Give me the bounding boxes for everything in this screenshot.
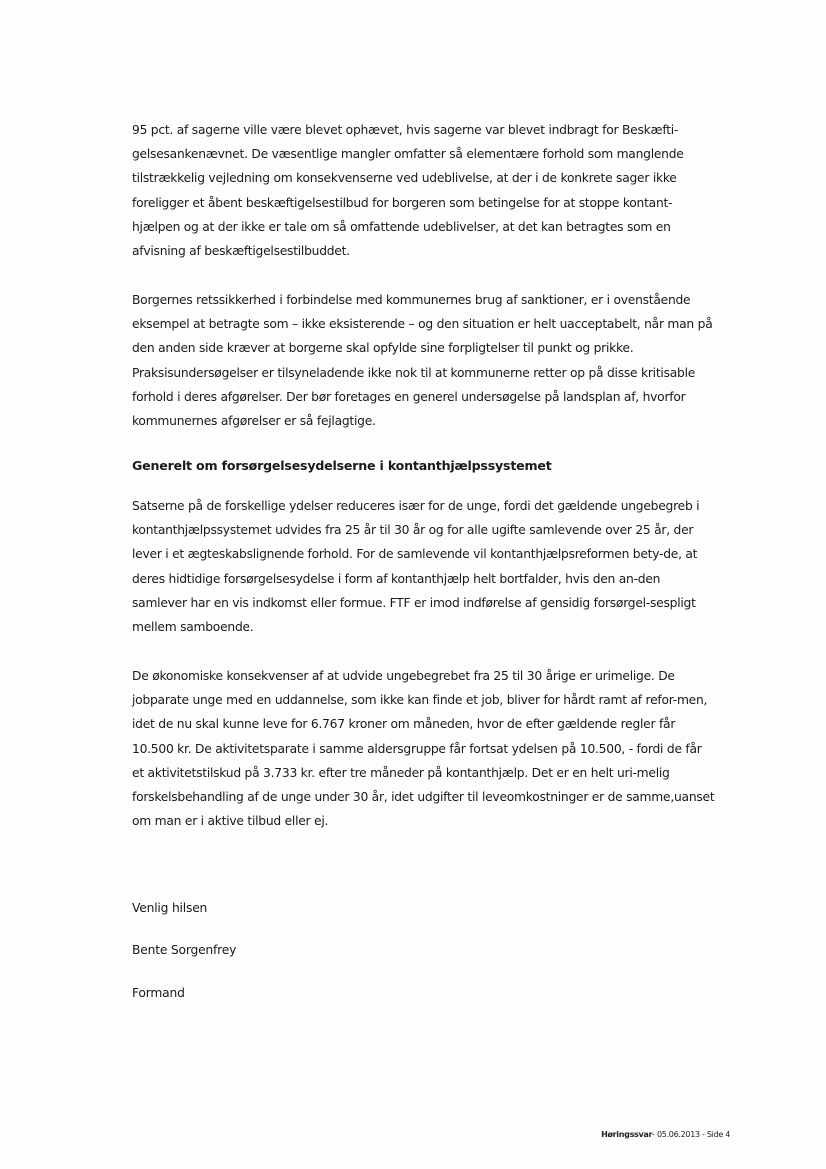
page-footer: [601, 1129, 730, 1141]
signer-name: Bente Sorgenfrey: [132, 943, 237, 957]
paragraph-1: 95 pct. af sagerne ville være blevet ophævet, hvis sagerne var blevet indbragt for Beskæfti-gelsesankenævnet. De væsentlige mangler omfatter så elementære forhold som manglende tilstrækkelig vejledning om konsekvenserne ved udeblivelse, at der i de konkrete sager ikke foreligger et åbent beskæftigelsestilbud for borgeren som betingelse for at stoppe kontant-hjælpen og at der ikke er tale om så omfattende udeblivelser, at det kan betragtes som en afvisning af beskæftigelsestilbuddet.: [132, 123, 684, 259]
paragraph-4: De økonomiske konsekvenser af at udvide ungebegrebet fra 25 til 30 årige er urimelige. De jobparate unge med en uddannelse, som ikke kan finde et job, bliver for hårdt ramt af refor-men, idet de nu skal kunne leve for 6.767 kroner om måneden, hvor de efter gældende regler får 10.500 kr. De aktivitetsparate i samme aldersgruppe får fortsat ydelsen på 10.500, - fordi de får et aktivitetstilskud på 3.733 kr. efter tre måneder på kontanthjælp. Det er en helt uri-melig forskelsbehandling af de unge under 30 år, idet udgifter til leveomkostninger er de samme,uanset om man er i aktive tilbud eller ej.: [132, 669, 715, 829]
closing-greeting: Venlig hilsen: [132, 901, 208, 915]
footer-date-page: - 05.06.2013 - Side 4: [652, 1130, 730, 1139]
signer-role: Formand: [132, 986, 185, 1000]
section-heading: Generelt om forsørgelsesydelserne i kontanthjælpssystemet: [132, 458, 552, 473]
paragraph-3: Satserne på de forskellige ydelser reduceres især for de unge, fordi det gældende ungebegreb i kontanthjælpssystemet udvides fra 25 år til 30 år og for alle ugifte samlevende over 25 år, der lever i et ægteskabslignende forhold. For de samlevende vil kontanthjælpsreformen bety-de, at deres hidtidige forsørgelsesydelse i form af kontanthjælp helt bortfalder, hvis den an-den samlever har en vis indkomst eller formue. FTF er imod indførelse af gensidig forsørgel-sespligt mellem samboende.: [132, 499, 700, 635]
footer-label: Høringssvar: [601, 1130, 653, 1139]
paragraph-2: Borgernes retssikkerhed i forbindelse med kommunernes brug af sanktioner, er i ovenstående eksempel at betragte som – ikke eksisterende – og den situation er helt uacceptabelt, når man på den anden side kræver at borgerne skal opfylde sine forpligtelser til punkt og prikke. Praksisundersøgelser er tilsyneladende ikke nok til at kommunerne retter op på disse kritisable forhold i deres afgørelser. Der bør foretages en generel undersøgelse på landsplan af, hvorfor kommunernes afgørelser er så fejlagtige.: [132, 293, 713, 429]
